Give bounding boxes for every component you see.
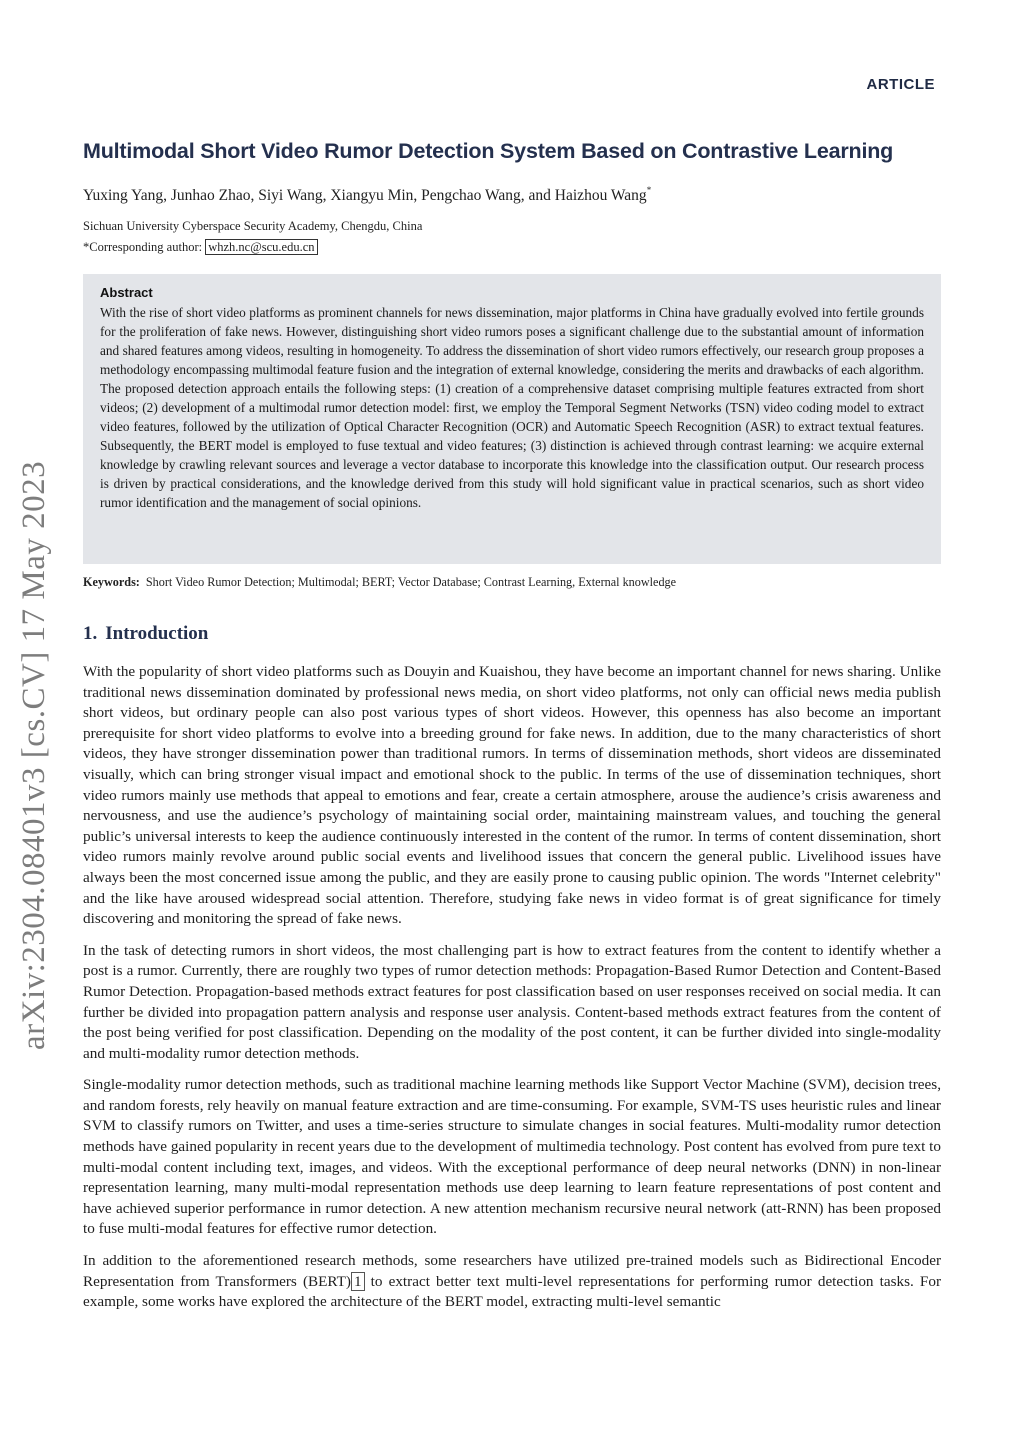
keywords bbox=[83, 575, 943, 590]
abstract-text: With the rise of short video platforms as prominent channels for news dissemination, major platforms in China have gradually evolved into fertile grounds for the proliferation of fake news. However, distinguishing short video rumors poses a significant challenge due to the substantial amount of information and shared features among videos, resulting in homogeneity. To address the dissemination of short video rumors effectively, our research group proposes a methodology encompassing multimodal feature fusion and the integration of external knowledge, considering the merits and drawbacks of each algorithm. The proposed detection approach entails the following steps: (1) creation of a comprehensive dataset comprising multiple features extracted from short videos; (2) development of a multimodal rumor detection model: first, we employ the Temporal Segment Networks (TSN) video coding model to extract video features, followed by the utilization of Optical Character Recognition (OCR) and Automatic Speech Recognition (ASR) to extract textual features. Subsequently, the BERT model is employed to fuse textual and video features; (3) distinction is achieved through contrast learning: we acquire external knowledge by crawling relevant sources and leverage a vector database to incorporate this knowledge into the classification output. Our research process is driven by practical considerations, and the knowledge derived from this study will hold significant value in practical scenarios, such as short video rumor identification and the management of social opinions. bbox=[100, 305, 924, 510]
body-paragraph: With the popularity of short video platforms such as Douyin and Kuaishou, they have become an important channel for news sharing. Unlike traditional news dissemination dominated by professional news media, on short video platforms, not only can official news media publish short videos, but ordinary people can also post various types of short videos. However, this openness has also become an important prerequisite for short video platforms to evolve into a breeding ground for fake news. In addition, due to the many characteristics of short videos, they have stronger dissemination power than traditional rumors. In terms of dissemination methods, short videos are disseminated visually, which can bring stronger visual impact and emotional shock to the public. In terms of the use of dissemination techniques, short video rumors mainly use methods that appeal to emotions and fear, create a certain atmosphere, arouse the audience’s crisis awareness and nervousness, and use the audience’s psychology of maintaining social order, maintaining mainstream values, and touching the general public’s universal interests to keep the audience continuously interested in the content of the rumor. In terms of content dissemination, short video rumors mainly revolve around public social events and livelihood issues that concern the general public. Livelihood issues have always been the most concerned issue among the public, and they are easily prone to causing public opinion. The words "Internet celebrity" and the like have aroused widespread social attention. Therefore, studying fake news in video format is of great significance for timely discovering and monitoring the spread of fake news. bbox=[83, 663, 941, 928]
body-paragraph: In the task of detecting rumors in short videos, the most challenging part is how to extract features from the content to identify whether a post is a rumor. Currently, there are roughly two types of rumor detection methods: Propagation-Based Rumor Detection and Content-Based Rumor Detection. Propagation-based methods extract features for post classification based on user responses received on social media. It can further be divided into propagation pattern analysis and response user analysis. Content-based methods extract features from the content of the post being verified for post classification. Depending on the modality of the post content, it can be further divided into single-modality and multi-modality rumor detection methods. bbox=[83, 941, 941, 1062]
citation-link[interactable]: 1 bbox=[351, 1272, 365, 1291]
abstract-box bbox=[83, 274, 941, 564]
corresponding-author-mark: * bbox=[646, 185, 652, 195]
abstract-heading: Abstract bbox=[100, 285, 153, 300]
keywords-text: Short Video Rumor Detection; Multimodal; BERT; Vector Database; Contrast Learning, External knowledge bbox=[145, 575, 677, 589]
paragraph-text: In addition to the aforementioned research methods, some researchers have utilized pre-trained models such as Bidirectional Encoder Representation from Transformers (BERT) bbox=[83, 1252, 941, 1290]
body-paragraph bbox=[83, 1251, 941, 1313]
article-label: ARTICLE bbox=[866, 76, 935, 93]
section-heading-introduction bbox=[83, 623, 208, 645]
arxiv-identifier-stamp: arXiv:2304.08401v3 [cs.CV] 17 May 2023 bbox=[16, 460, 52, 1050]
corresponding-author bbox=[83, 240, 318, 255]
corresponding-email-link[interactable]: whzh.nc@scu.edu.cn bbox=[205, 239, 317, 255]
authors-text: Yuxing Yang, Junhao Zhao, Siyi Wang, Xiangyu Min, Pengchao Wang, and Haizhou Wang bbox=[83, 187, 647, 204]
paragraph-text: to extract better text multi-level representations for performing rumor detection tasks. For example, some works have explored the architecture of the BERT model, extracting multi-level semantic bbox=[83, 1272, 941, 1311]
keywords-label: Keywords: bbox=[83, 575, 140, 589]
author-list bbox=[83, 185, 651, 205]
body-paragraph: Single-modality rumor detection methods, such as traditional machine learning methods like Support Vector Machine (SVM), decision trees, and random forests, rely heavily on manual feature extraction and are time-consuming. For example, SVM-TS uses heuristic rules and linear SVM to classify rumors on Twitter, and uses a time-series structure to simulate changes in social features. Multi-modality rumor detection methods have gained popularity in recent years due to the development of multimedia technology. Post content has evolved from pure text to multi-modal content including text, images, and videos. With the exceptional performance of deep neural networks (DNN) in non-linear representation learning, many multi-modal representation methods use deep learning to learn feature representations of post content and have achieved superior performance in rumor detection. A new attention mechanism recursive neural network (att-RNN) has been proposed to fuse multi-modal features for effective rumor detection. bbox=[83, 1076, 941, 1238]
affiliation: Sichuan University Cyberspace Security Academy, Chengdu, China bbox=[83, 219, 423, 233]
section-number: 1. bbox=[83, 623, 98, 644]
section-title-text: Introduction bbox=[105, 623, 209, 644]
introduction-body bbox=[83, 662, 941, 1324]
corresponding-label: *Corresponding author: bbox=[83, 240, 203, 254]
paper-title: Multimodal Short Video Rumor Detection System Based on Contrastive Learning bbox=[83, 139, 894, 163]
